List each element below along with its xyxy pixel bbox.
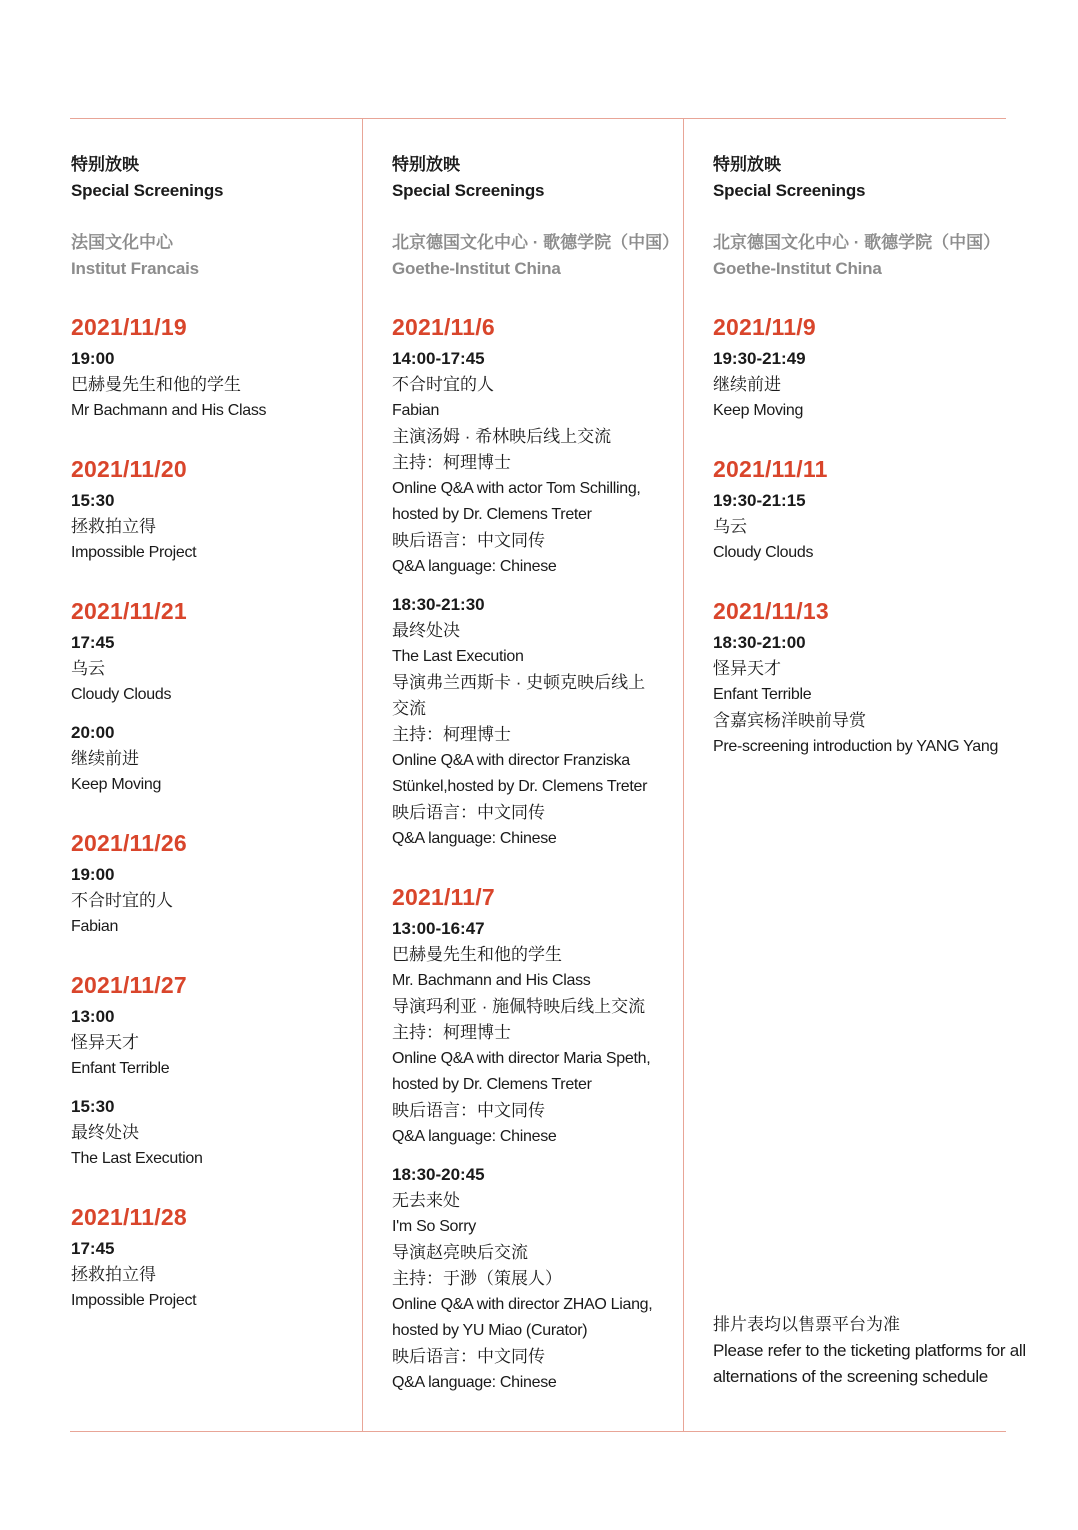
section-heading-en: Special Screenings	[392, 181, 545, 200]
screening-time: 17:45	[71, 633, 115, 652]
screening-detail-line: I'm So Sorry	[392, 1218, 476, 1235]
screening-detail-line: hosted by Dr. Clemens Treter	[392, 1076, 592, 1093]
screening-detail-line: Cloudy Clouds	[71, 686, 172, 703]
footnote-en-line-1: Please refer to the ticketing platforms for all	[713, 1341, 1026, 1360]
screening-time: 13:00-16:47	[392, 919, 485, 938]
screening-time: 17:45	[71, 1239, 115, 1258]
screening-detail-line: 继续前进	[713, 375, 781, 394]
schedule-column-1	[71, 152, 266, 1314]
screening-detail-line: Q&A language: Chinese	[392, 1128, 557, 1145]
screening-time: 14:00-17:45	[392, 349, 485, 368]
column-divider-2	[683, 118, 684, 1432]
screening-detail-line: 最终处决	[71, 1123, 139, 1142]
screening-detail-line: 不合时宜的人	[71, 891, 173, 910]
screening-session	[392, 916, 679, 1150]
screening-session	[392, 1162, 679, 1396]
screening-detail-line: Fabian	[71, 918, 119, 935]
screening-detail-line: Online Q&A with director ZHAO Liang,	[392, 1296, 653, 1313]
screening-detail-line: 导演弗兰西斯卡 · 史顿克映后线上	[392, 673, 646, 692]
screening-detail-line: Q&A language: Chinese	[392, 1374, 557, 1391]
screening-detail-line: 主演汤姆 · 希林映后线上交流	[392, 427, 612, 446]
screening-date: 2021/11/11	[713, 456, 828, 482]
schedule-column-2	[392, 152, 679, 1396]
screening-detail-line: 拯救拍立得	[71, 517, 156, 536]
screening-detail-line: 含嘉宾杨洋映前导赏	[713, 711, 866, 730]
screening-session	[392, 592, 679, 852]
column-divider-1	[362, 118, 363, 1432]
screening-session	[713, 488, 1000, 566]
screening-session	[392, 346, 679, 580]
venue-name-en: Goethe-Institut China	[392, 259, 561, 278]
screening-date: 2021/11/7	[392, 884, 495, 910]
venue-name-cn: 北京德国文化中心 · 歌德学院（中国）	[392, 233, 680, 252]
venue-name-cn: 北京德国文化中心 · 歌德学院（中国）	[713, 233, 1001, 252]
section-heading-en: Special Screenings	[713, 181, 866, 200]
venue-name-en: Institut Francais	[71, 259, 199, 278]
footnote-en-line-2: alternations of the screening schedule	[713, 1367, 988, 1386]
screening-detail-line: 主持：柯理博士	[392, 453, 511, 472]
screening-detail-line: 导演玛利亚 · 施佩特映后线上交流	[392, 997, 646, 1016]
screening-detail-line: Stünkel,hosted by Dr. Clemens Treter	[392, 778, 648, 795]
screening-detail-line: hosted by YU Miao (Curator)	[392, 1322, 588, 1339]
screening-date: 2021/11/26	[71, 830, 187, 856]
screening-detail-line: hosted by Dr. Clemens Treter	[392, 506, 592, 523]
screening-detail-line: 映后语言：中文同传	[392, 1101, 545, 1120]
screening-date: 2021/11/28	[71, 1204, 187, 1230]
screening-detail-line: Enfant Terrible	[71, 1060, 170, 1077]
screening-time: 13:00	[71, 1007, 115, 1026]
screening-time: 19:00	[71, 349, 115, 368]
screening-detail-line: Online Q&A with director Franziska	[392, 752, 630, 769]
screening-date: 2021/11/20	[71, 456, 187, 482]
screening-time: 15:30	[71, 1097, 115, 1116]
screening-detail-line: The Last Execution	[392, 648, 524, 665]
venue-block	[392, 230, 679, 282]
screening-date: 2021/11/9	[713, 314, 816, 340]
screening-session	[71, 488, 266, 566]
screening-detail-line: Mr. Bachmann and His Class	[392, 972, 591, 989]
section-heading-en: Special Screenings	[71, 181, 224, 200]
screening-detail-line: Mr Bachmann and His Class	[71, 402, 267, 419]
screening-detail-line: 映后语言：中文同传	[392, 1347, 545, 1366]
screening-detail-line: Online Q&A with actor Tom Schilling,	[392, 480, 641, 497]
screening-detail-line: 巴赫曼先生和他的学生	[392, 945, 562, 964]
screening-detail-line: 主持：柯理博士	[392, 725, 511, 744]
screening-time: 19:00	[71, 865, 115, 884]
screening-date: 2021/11/13	[713, 598, 829, 624]
screening-time: 15:30	[71, 491, 115, 510]
screening-time: 20:00	[71, 723, 115, 742]
footnote-cn: 排片表均以售票平台为准	[713, 1315, 900, 1334]
screening-detail-line: 怪异天才	[71, 1033, 139, 1052]
screening-session	[71, 346, 266, 424]
screening-detail-line: Impossible Project	[71, 1292, 197, 1309]
screening-detail-line: Fabian	[392, 402, 440, 419]
screening-detail-line: Keep Moving	[71, 776, 162, 793]
screening-detail-line: Pre-screening introduction by YANG Yang	[713, 738, 999, 755]
screening-detail-line: 主持：于渺（策展人）	[392, 1269, 562, 1288]
screening-detail-line: Cloudy Clouds	[713, 544, 814, 561]
screening-detail-line: Keep Moving	[713, 402, 804, 419]
screening-detail-line: The Last Execution	[71, 1150, 203, 1167]
screening-session	[713, 346, 1000, 424]
screening-detail-line: 映后语言：中文同传	[392, 803, 545, 822]
screening-detail-line: 继续前进	[71, 749, 139, 768]
screening-date: 2021/11/19	[71, 314, 187, 340]
screening-session	[71, 862, 266, 940]
venue-name-cn: 法国文化中心	[71, 233, 173, 252]
schedule-column-3	[713, 152, 1000, 760]
screening-detail-line: 导演赵亮映后交流	[392, 1243, 528, 1262]
screening-detail-line: Q&A language: Chinese	[392, 558, 557, 575]
screening-detail-line: 不合时宜的人	[392, 375, 494, 394]
venue-block	[713, 230, 1000, 282]
screening-detail-line: Online Q&A with director Maria Speth,	[392, 1050, 651, 1067]
top-rule	[70, 118, 1006, 119]
schedule-footnote	[713, 1312, 1026, 1390]
screening-time: 18:30-21:30	[392, 595, 485, 614]
screening-time: 18:30-21:00	[713, 633, 806, 652]
screening-session	[71, 630, 266, 708]
screening-detail-line: 拯救拍立得	[71, 1265, 156, 1284]
screening-time: 19:30-21:15	[713, 491, 806, 510]
venue-block	[71, 230, 266, 282]
screening-detail-line: 映后语言：中文同传	[392, 531, 545, 550]
screening-session	[713, 630, 1000, 760]
screening-date: 2021/11/21	[71, 598, 187, 624]
screening-time: 18:30-20:45	[392, 1165, 485, 1184]
screening-session	[71, 1236, 266, 1314]
screening-detail-line: Enfant Terrible	[713, 686, 812, 703]
screening-detail-line: Impossible Project	[71, 544, 197, 561]
screening-detail-line: 巴赫曼先生和他的学生	[71, 375, 241, 394]
venue-name-en: Goethe-Institut China	[713, 259, 882, 278]
screening-time: 19:30-21:49	[713, 349, 806, 368]
section-heading-cn: 特别放映	[71, 155, 139, 174]
screening-detail-line: 主持：柯理博士	[392, 1023, 511, 1042]
screening-detail-line: 乌云	[713, 517, 747, 536]
screening-session	[71, 1094, 266, 1172]
screening-detail-line: 交流	[392, 699, 426, 718]
section-heading-cn: 特别放映	[392, 155, 460, 174]
section-heading-cn: 特别放映	[713, 155, 781, 174]
screening-detail-line: 乌云	[71, 659, 105, 678]
screening-detail-line: 怪异天才	[713, 659, 781, 678]
screening-detail-line: 最终处决	[392, 621, 460, 640]
screening-detail-line: 无去来处	[392, 1191, 460, 1210]
screening-session	[71, 1004, 266, 1082]
screening-detail-line: Q&A language: Chinese	[392, 830, 557, 847]
screening-date: 2021/11/27	[71, 972, 187, 998]
bottom-rule	[70, 1431, 1006, 1432]
screening-date: 2021/11/6	[392, 314, 495, 340]
screening-session	[71, 720, 266, 798]
